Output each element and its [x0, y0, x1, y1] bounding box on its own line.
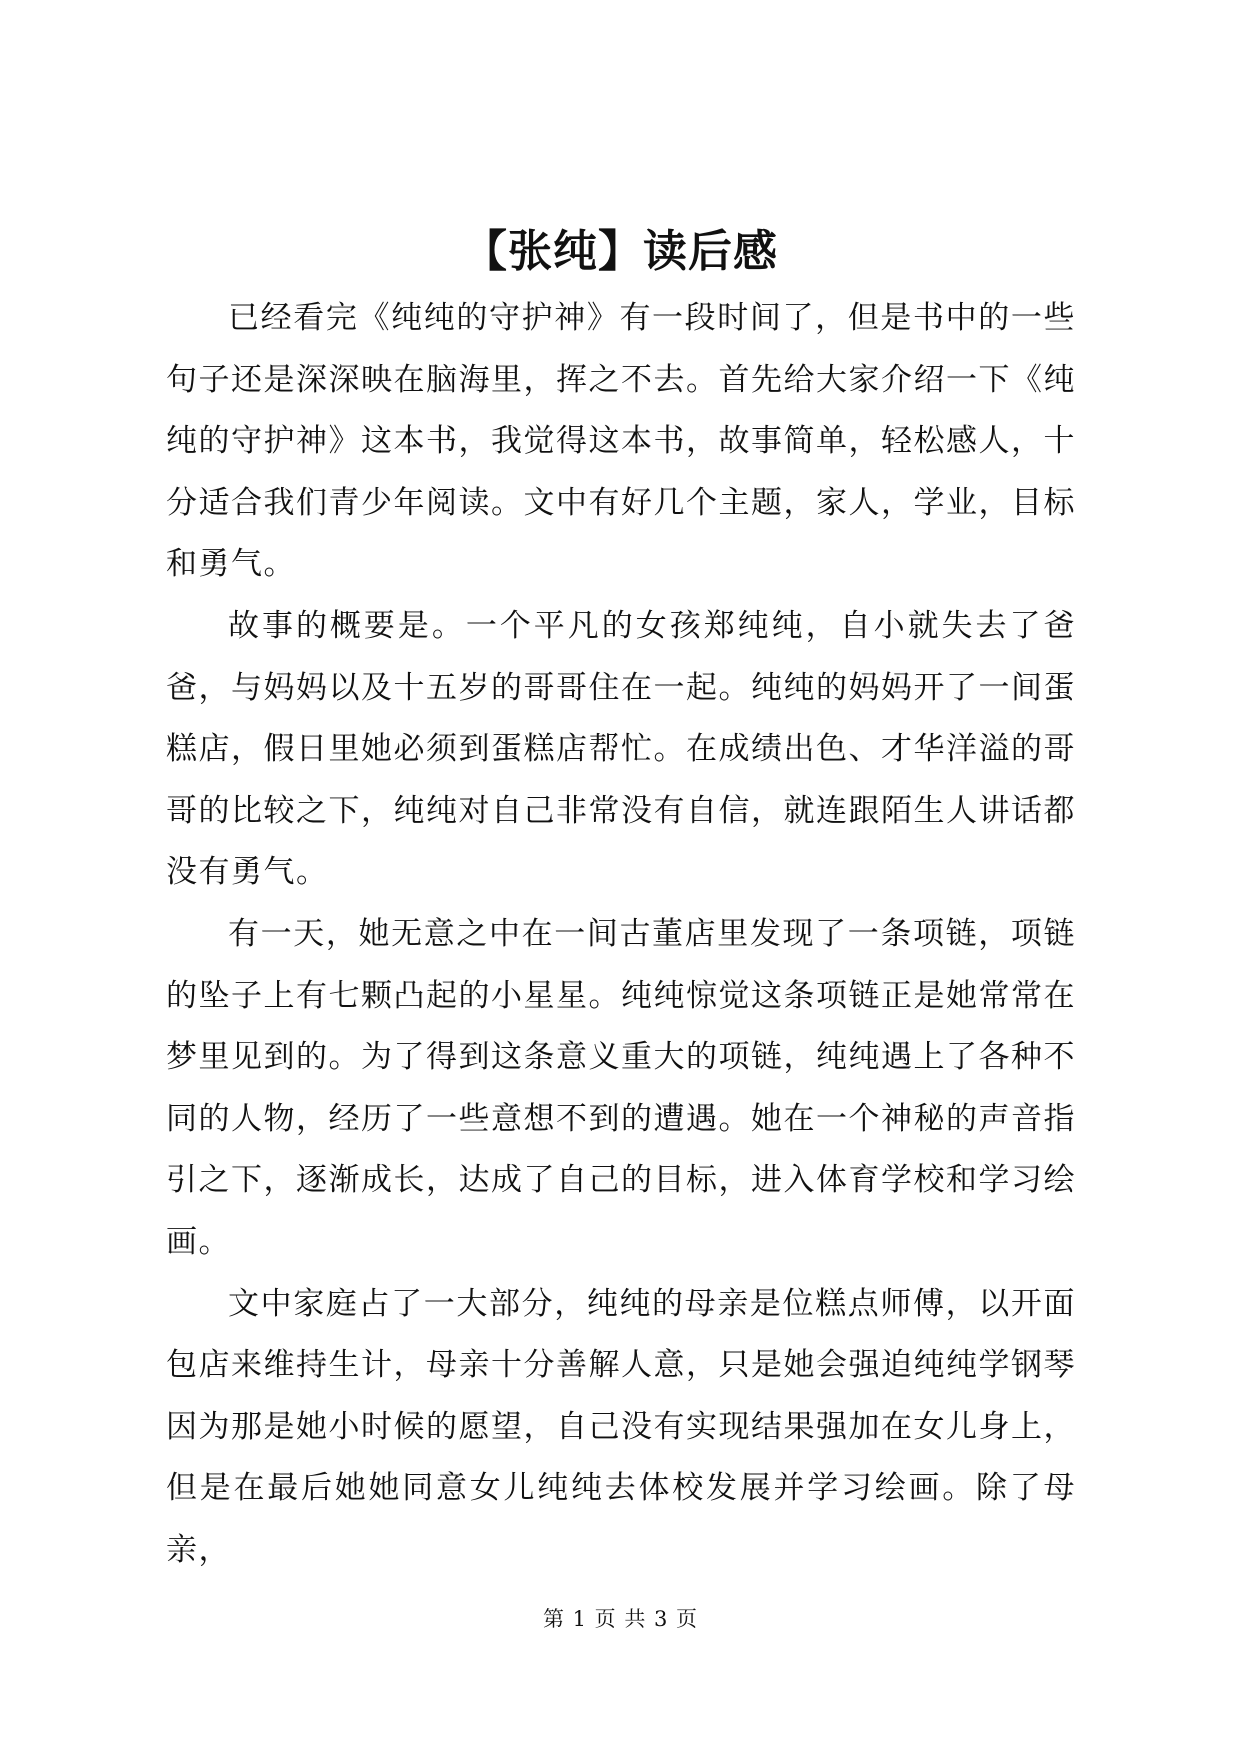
- page-footer: 第 1 页 共 3 页: [542, 1607, 699, 1631]
- paragraph: 已经看完《纯纯的守护神》有一段时间了，但是书中的一些句子还是深深映在脑海里，挥之不去。首先给大家介绍一下《纯纯的守护神》这本书，我觉得这本书，故事简单，轻松感人，十分适合我们青少年阅读。文中有好几个主题，家人，学业，目标和勇气。: [166, 300, 1076, 583]
- document-body: [166, 288, 1076, 1581]
- paragraph: 故事的概要是。一个平凡的女孩郑纯纯，自小就失去了爸爸，与妈妈以及十五岁的哥哥住在一起。纯纯的妈妈开了一间蛋糕店，假日里她必须到蛋糕店帮忙。在成绩出色、才华洋溢的哥哥的比较之下，纯纯对自己非常没有自信，就连跟陌生人讲话都没有勇气。: [166, 607, 1076, 891]
- document-title: 【张纯】读后感: [463, 226, 778, 277]
- paragraph: 有一天，她无意之中在一间古董店里发现了一条项链，项链的坠子上有七颗凸起的小星星。纯纯惊觉这条项链正是她常常在梦里见到的。为了得到这条意义重大的项链，纯纯遇上了各种不同的人物，经历了一些意想不到的遭遇。她在一个神秘的声音指引之下，逐渐成长，达成了自己的目标，进入体育学校和学习绘画。: [166, 915, 1076, 1260]
- paragraph: 文中家庭占了一大部分，纯纯的母亲是位糕点师傅，以开面包店来维持生计，母亲十分善解人意，只是她会强迫纯纯学钢琴因为那是她小时候的愿望，自己没有实现结果强加在女儿身上，但是在最后她她同意女儿纯纯去体校发展并学习绘画。除了母亲，: [166, 1285, 1076, 1568]
